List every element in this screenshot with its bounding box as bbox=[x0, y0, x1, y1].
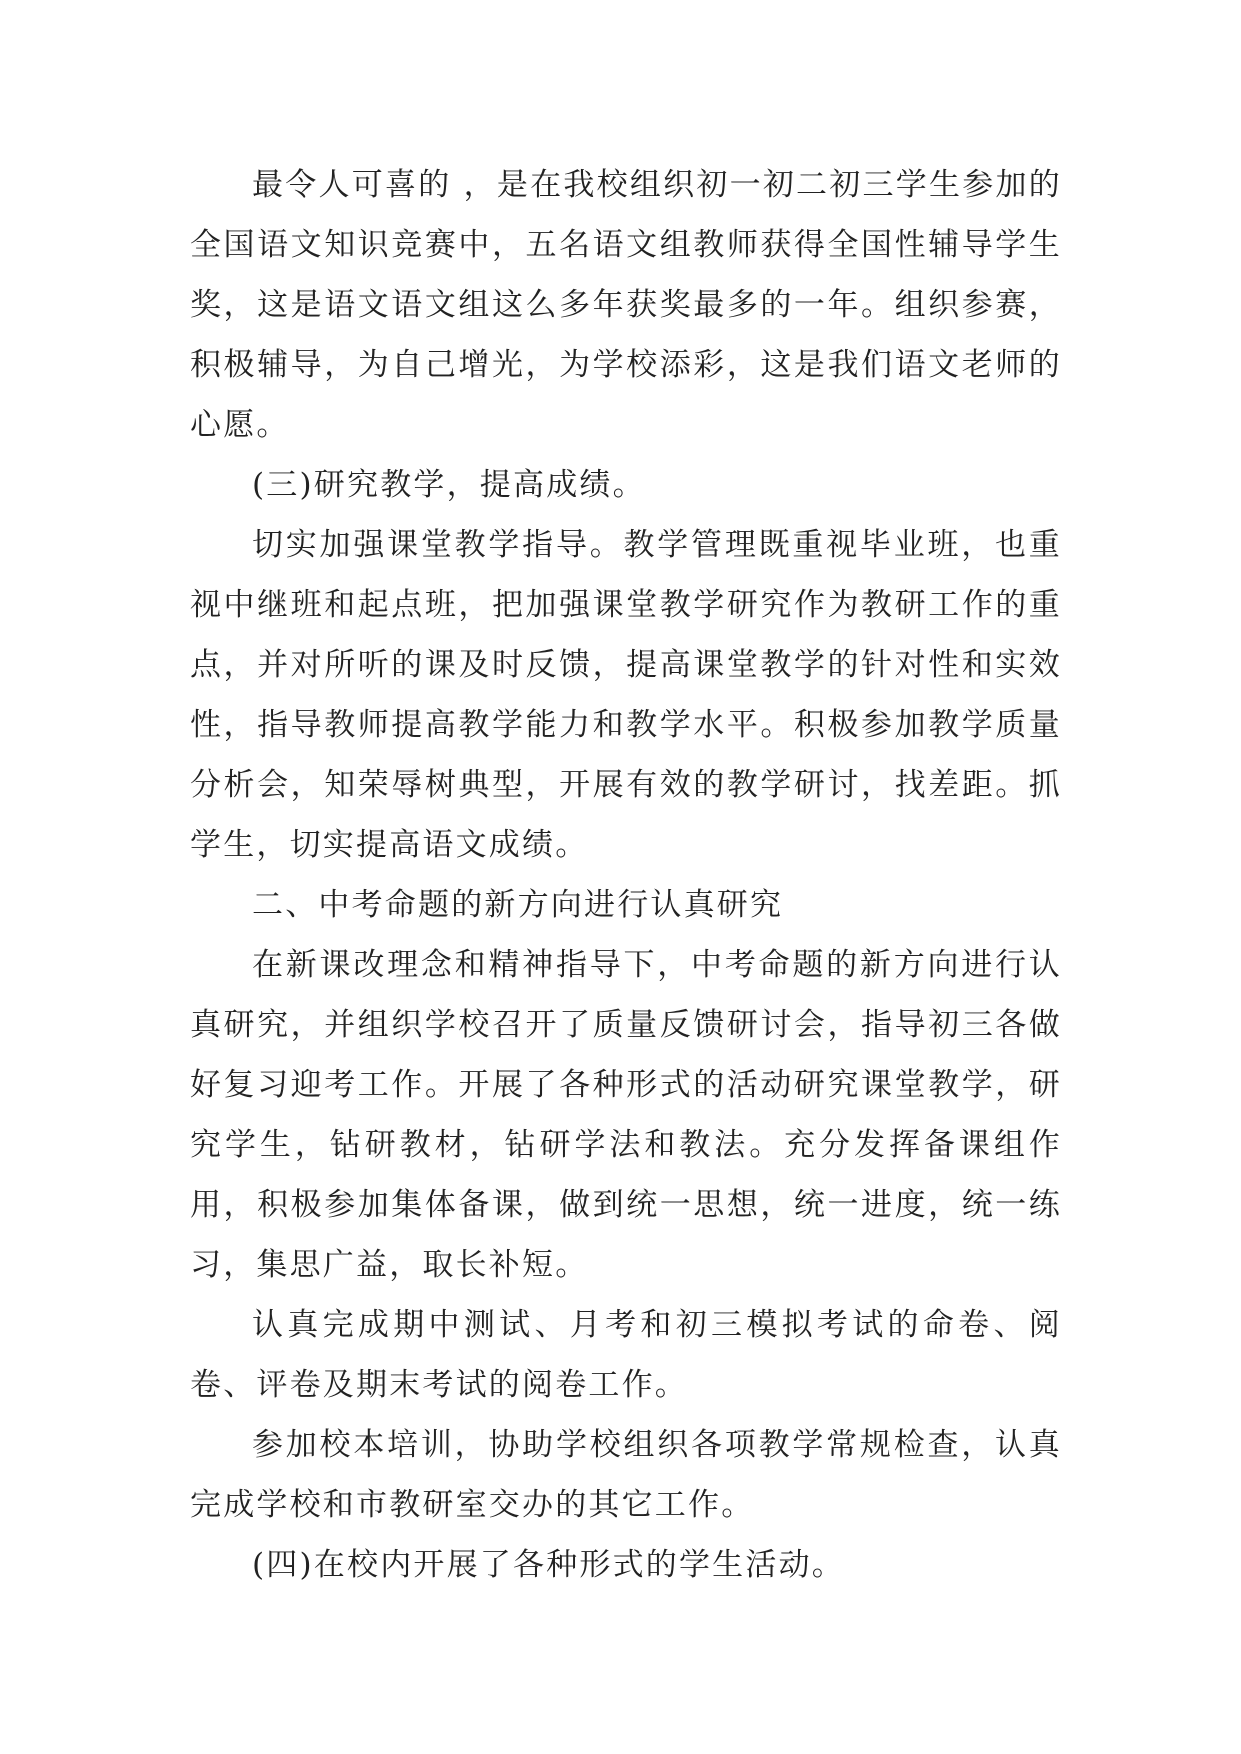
paragraph-curriculum-reform: 在新课改理念和精神指导下，中考命题的新方向进行认真研究，并组织学校召开了质量反馈研讨会，指导初三各做好复习迎考工作。开展了各种形式的活动研究课堂教学，研究学生，钻研教材，钻研学法和教法。充分发挥备课组作用，积极参加集体备课，做到统一思想，统一进度，统一练习，集思广益，取长补短。 bbox=[190, 947, 1062, 1283]
section-heading-student-activities: (四)在校内开展了各种形式的学生活动。 bbox=[252, 1547, 845, 1583]
paragraph-classroom-guidance: 切实加强课堂教学指导。教学管理既重视毕业班，也重视中继班和起点班，把加强课堂教学研究作为教研工作的重点，并对所听的课及时反馈，提高课堂教学的针对性和实效性，指导教师提高教学能力和教学水平。积极参加教学质量分析会，知荣辱树典型，开展有效的教学研讨，找差距。抓学生，切实提高语文成绩。 bbox=[190, 527, 1062, 863]
paragraph-competition-award: 最令人可喜的 ，是在我校组织初一初二初三学生参加的全国语文知识竞赛中，五名语文组教师获得全国性辅导学生奖，这是语文语文组这么多年获奖最多的一年。组织参赛，积极辅导，为自己增光，为学校添彩，这是我们语文老师的心愿。 bbox=[190, 167, 1062, 443]
document-page bbox=[190, 155, 1062, 1595]
section-heading-research-teaching: (三)研究教学，提高成绩。 bbox=[252, 467, 646, 503]
paragraph-school-training: 参加校本培训，协助学校组织各项教学常规检查，认真完成学校和市教研室交办的其它工作。 bbox=[190, 1427, 1062, 1523]
section-heading-exam-research: 二、中考命题的新方向进行认真研究 bbox=[252, 887, 784, 923]
paragraph-exam-marking: 认真完成期中测试、月考和初三模拟考试的命卷、阅卷、评卷及期末考试的阅卷工作。 bbox=[190, 1307, 1062, 1403]
